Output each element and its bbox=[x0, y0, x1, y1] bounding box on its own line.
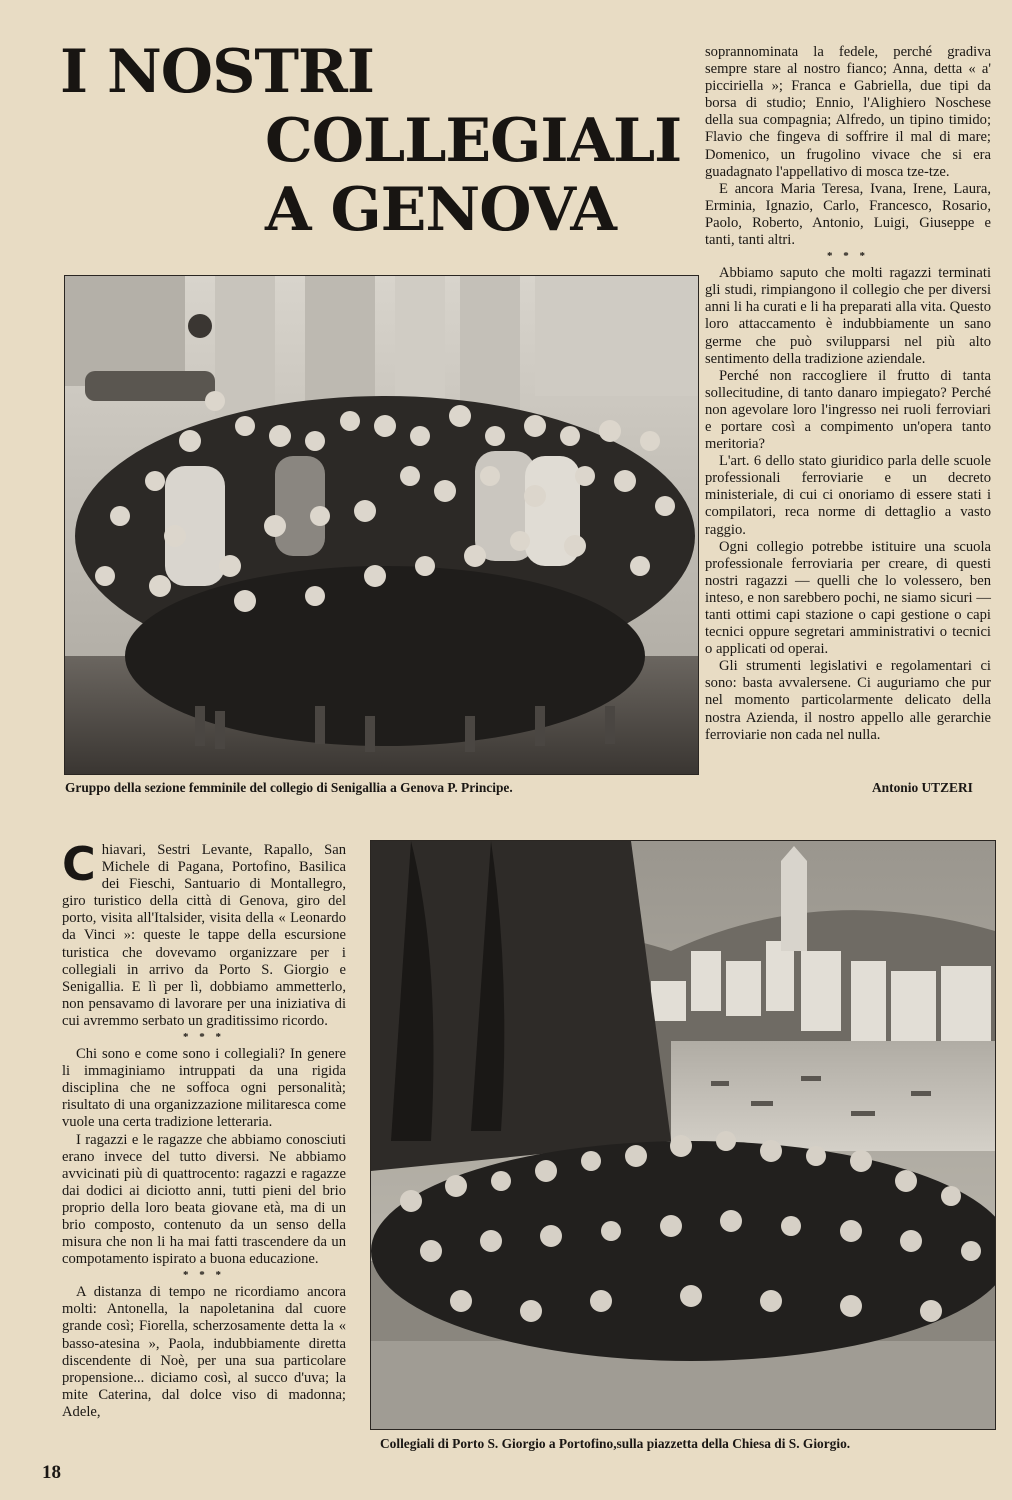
left-paragraph-2: Chi sono e come sono i collegiali? In genere li immaginiamo intruppati da una rigida disciplina che ne soffoca ogni personalità; risultato di una organizzazione militaresca come vuole una certa tradizione letteraria. bbox=[62, 1046, 346, 1131]
right-paragraph-6: Ogni collegio potrebbe istituire una scuola professionale ferroviaria per creare, di questi nostri ragazzi — quelli che lo volessero, ben inteso, e non sarebbero pochi, ne siamo sicuri — tanti ottimi capi stazione o capi gestione o capi tecnici oppure segretari amministrativi o tecnici o applicati od operai. bbox=[705, 538, 991, 658]
photo-girls-caption: Gruppo della sezione femminile del collegio di Senigallia a Genova P. Principe. bbox=[65, 780, 513, 795]
title-line-2: COLLEGIALI bbox=[265, 106, 682, 176]
article-title bbox=[60, 38, 700, 245]
right-column bbox=[705, 44, 991, 744]
title-line-1: I NOSTRI bbox=[60, 37, 374, 107]
author-signature: Antonio UTZERI bbox=[872, 780, 973, 795]
left-paragraph-4: A distanza di tempo ne ricordiamo ancora molti: Antonella, la napoletanina dal cuore grande così; Fiorella, scherzosamente detta la « basso-atesina », Paola, indubbiamente diretta discendente di Noè, per una sua particolare propensione... diciamo così, al succo d'uva; la mite Caterina, dal dolce viso di madonna; Adele, bbox=[62, 1284, 346, 1420]
right-paragraph-3: Abbiamo saputo che molti ragazzi terminati gli studi, rimpiangono il collegio che per diversi anni li ha curati e li ha preparati alla vita. Questo loro attaccamento è indubbiamente un sano germe che può svilupparsi nel più alto sentimento della tradizione aziendale. bbox=[705, 265, 991, 367]
photo-boys-portofino-image bbox=[371, 841, 995, 1429]
right-paragraph-1: soprannominata la fedele, perché gradiva sempre stare al nostro fianco; Anna, detta « a' picciriella »; Franca e Gabriella, due tipi da borsa di studio; Ennio, l'Alighiero Noschese della sua compagnia; Alfredo, un tipino timido; Flavio che fingeva di soffrire il mal di mare; Domenico, un frugolino vivace che si era guadagnato l'appellativo di mosca tze-tze. bbox=[705, 44, 991, 180]
left-column bbox=[62, 837, 346, 1421]
photo-boys-portofino bbox=[370, 840, 996, 1430]
dropcap: C bbox=[62, 837, 96, 891]
left-paragraph-3: I ragazzi e le ragazze che abbiamo conosciuti erano invece del tutto diversi. Ne abbiamo avvicinati più di quattrocento: ragazzi e ragazze dai dodici ai diciotto anni, tutti pieni del brio proprio della loro beata giovane età, ma di un brio composto, contenuto da un senso della misura che non li ha mai fatti trascendere da un compotamento ispirato a buona educazione. bbox=[62, 1131, 346, 1268]
left-paragraph-1 bbox=[62, 837, 346, 1030]
separator: * * * bbox=[827, 250, 869, 263]
separator: * * * bbox=[183, 1269, 225, 1282]
right-paragraph-5: L'art. 6 dello stato giuridico parla delle scuole professionali ferroviarie e un decreto ministeriale, di cui ci onoriamo di essere stati i compilatori, reca norme di dettaglio a vasto raggio. bbox=[705, 453, 991, 538]
right-paragraph-4: Perché non raccogliere il frutto di tanta sollecitudine, di tanto danaro impiegato? Perché non agevolare loro l'ingresso nei ruoli ferroviari e portare così a compimento un'opera tanto meritoria? bbox=[705, 367, 991, 453]
page-number: 18 bbox=[42, 1462, 61, 1483]
photo-girls-group-image bbox=[65, 276, 698, 774]
left-paragraph-1-text: hiavari, Sestri Levante, Rapallo, San Michele di Pagana, Portofino, Basilica dei Fieschi, Santuario di Montallegro, giro turistico della città di Genova, giro del porto, visita all'Italsider, visita della « Leonardo da Vinci »: queste le tappe della escursione turistica che dovevamo organizzare per i collegiali in arrivo da Porto S. Giorgio e Senigallia. E lì per lì, dobbiamo ammetterlo, non pensavamo di lavorare per una iniziativa di cui avremmo serbato un graditissimo ricordo. bbox=[62, 842, 346, 1029]
photo-girls-group bbox=[64, 275, 699, 775]
right-paragraph-7: Gli strumenti legislativi e regolamentari ci sono: basta avvalersene. Ci auguriamo che pur nel momento particolarmente delicato della nostra Azienda, il nostro appello alle gerarchie ferroviarie non cada nel nulla. bbox=[705, 658, 991, 743]
right-paragraph-2: E ancora Maria Teresa, Ivana, Irene, Laura, Erminia, Ignazio, Carlo, Francesco, Rosario, Paolo, Roberto, Antonio, Luigi, Giuseppe e tanti, tanti altri. bbox=[705, 180, 991, 249]
title-line-3: A GENOVA bbox=[265, 175, 616, 245]
separator: * * * bbox=[183, 1031, 225, 1044]
photo-boys-caption: Collegiali di Porto S. Giorgio a Portofino,sulla piazzetta della Chiesa di S. Giorgio. bbox=[380, 1436, 851, 1451]
